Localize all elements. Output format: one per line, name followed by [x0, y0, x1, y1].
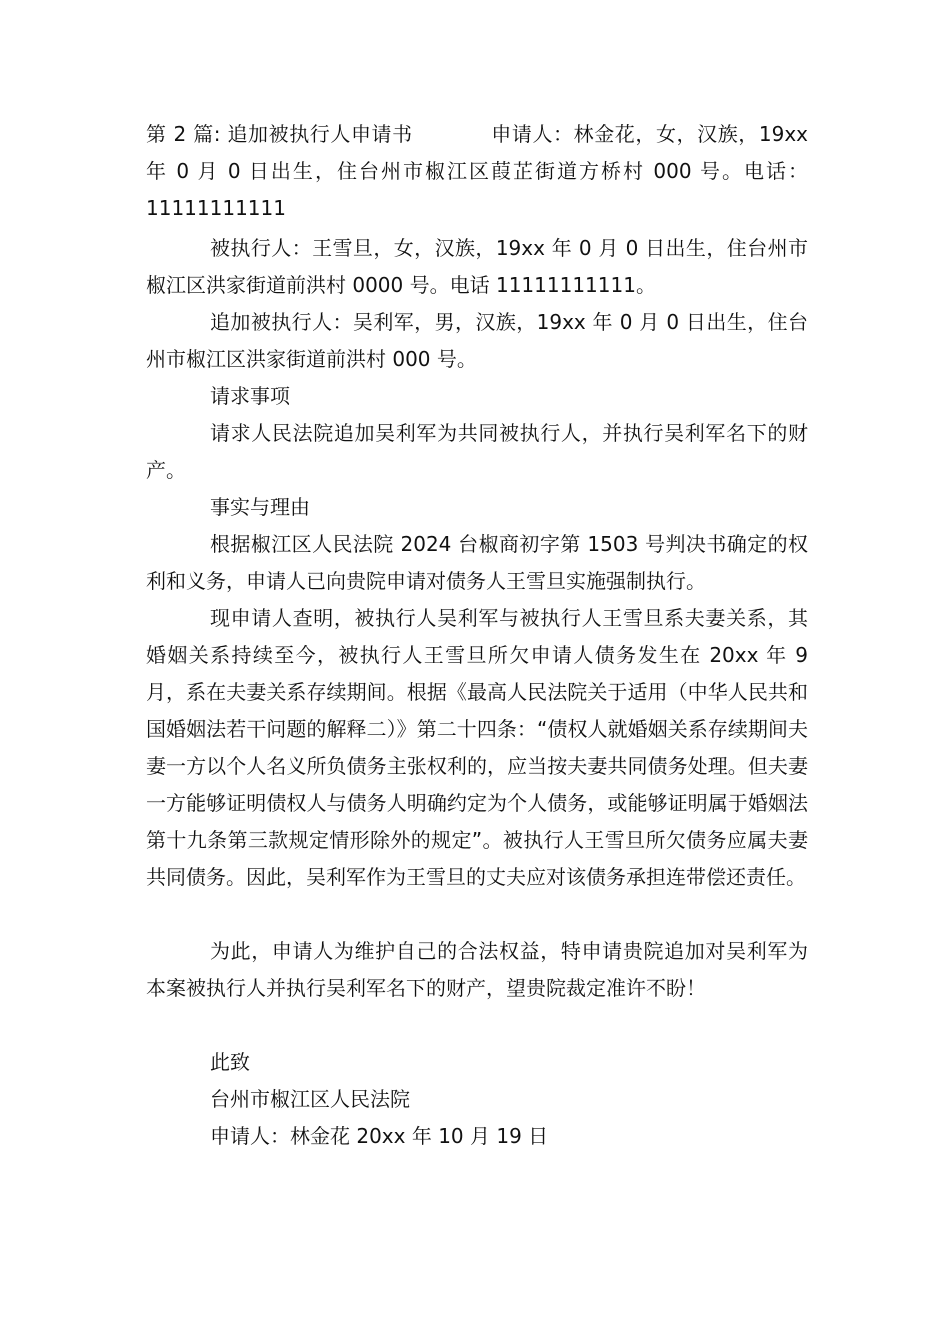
closing-salutation: 此致 — [210, 1050, 250, 1074]
court-name: 台州市椒江区人民法院 — [210, 1087, 410, 1111]
facts-paragraph-3: 为此，申请人为维护自己的合法权益，特申请贵院追加对吴利军为本案被执行人并执行吴利军名下的财产，望贵院裁定准许不盼！ — [146, 939, 808, 1000]
facts-paragraph-1: 根据椒江区人民法院 2024 台椒商初字第 1503 号判决书确定的权利和义务，申请人已向贵院申请对债务人王雪旦实施强制执行。 — [146, 532, 808, 593]
added-respondent-paragraph: 追加被执行人：吴利军，男，汉族，19xx 年 0 月 0 日出生，住台州市椒江区洪家街道前洪村 000 号。 — [146, 310, 808, 371]
document-heading: 第 2 篇: 追加被执行人申请书 — [146, 122, 413, 146]
request-body: 请求人民法院追加吴利军为共同被执行人，并执行吴利军名下的财产。 — [146, 421, 808, 482]
request-heading: 请求事项 — [210, 384, 290, 408]
facts-heading: 事实与理由 — [210, 495, 310, 519]
applicant-info: 申请人：林金花，女，汉族，19xx 年 0 月 0 日出生，住台州市椒江区葭芷街道方桥村 000 号。电话：11111111111 — [146, 122, 808, 220]
facts-paragraph-2: 现申请人查明，被执行人吴利军与被执行人王雪旦系夫妻关系，其婚姻关系持续至今，被执行人王雪旦所欠申请人债务发生在 20xx 年 9 月，系在夫妻关系存续期间。根据《最高人民法院关于适用（中华人民共和国婚姻法若干问题的解释二）》第二十四条：“债权人就婚姻关系存续期间夫妻一方以个人名义所负债务主张权利的，应当按夫妻共同债务处理。但夫妻一方能够证明债权人与债务人明确约定为个人债务，或能够证明属于婚姻法第十九条第三款规定情形除外的规定”。被执行人王雪旦所欠债务应属夫妻共同债务。因此，吴利军作为王雪旦的丈夫应对该债务承担连带偿还责任。 — [146, 606, 808, 889]
respondent-paragraph: 被执行人：王雪旦，女，汉族，19xx 年 0 月 0 日出生，住台州市椒江区洪家街道前洪村 0000 号。电话 11111111111。 — [146, 236, 808, 297]
signature-line: 申请人：林金花 20xx 年 10 月 19 日 — [210, 1124, 549, 1148]
applicant-paragraph — [146, 116, 808, 227]
